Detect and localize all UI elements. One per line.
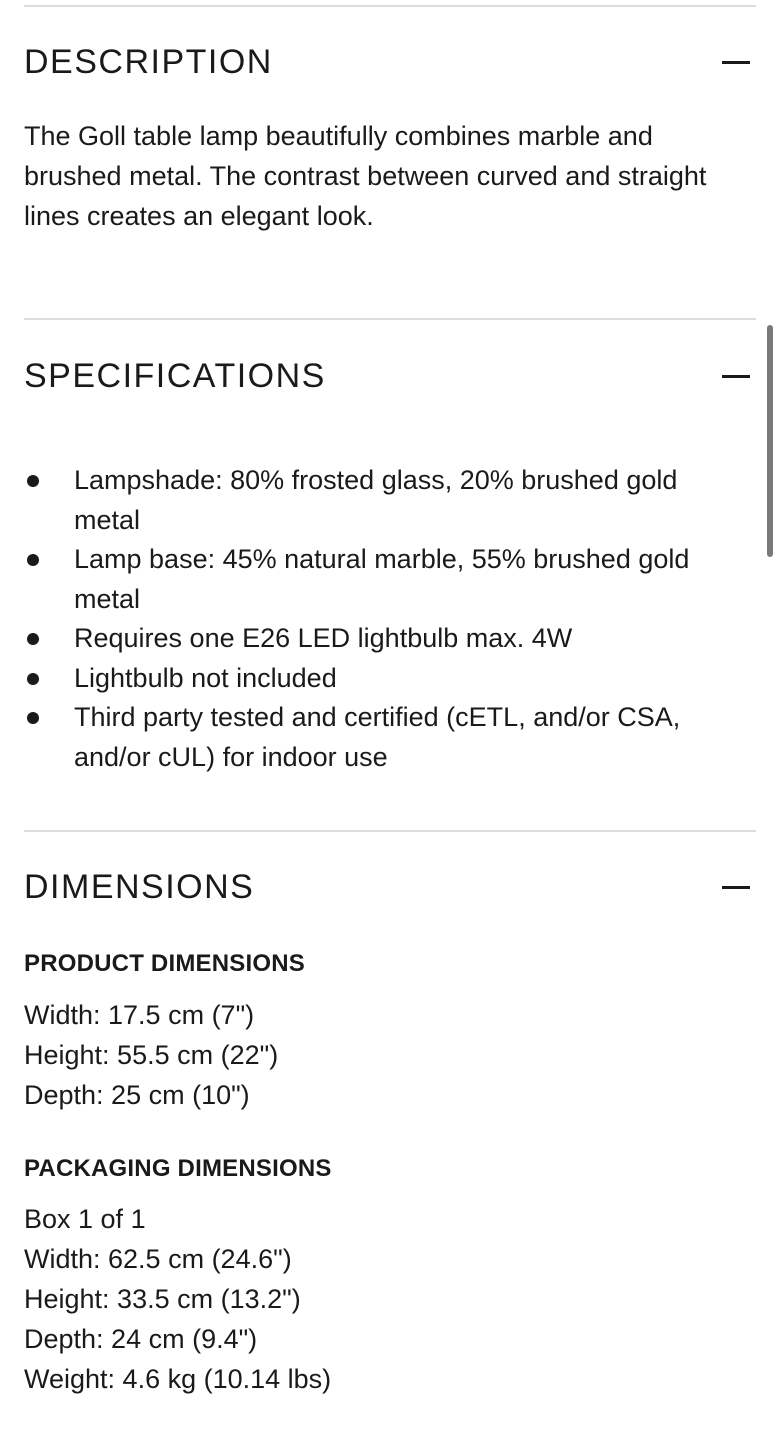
list-item: Lamp base: 45% natural marble, 55% brushed gold metal bbox=[24, 540, 734, 619]
list-item: Lightbulb not included bbox=[24, 659, 734, 699]
dimension-line: Height: 33.5 cm (13.2") bbox=[24, 1284, 301, 1314]
description-text: The Goll table lamp beautifully combines marble and brushed metal. The contrast between curved and straight lines creates an elegant look. bbox=[24, 121, 707, 231]
specifications-list bbox=[24, 461, 734, 777]
packaging-dimensions-heading: PACKAGING DIMENSIONS bbox=[24, 1155, 332, 1182]
dimension-line: Box 1 of 1 bbox=[24, 1204, 146, 1234]
packaging-dimensions-list bbox=[24, 1199, 724, 1399]
divider-top bbox=[24, 5, 756, 7]
minus-icon bbox=[722, 61, 750, 64]
dimensions-collapse-button[interactable] bbox=[722, 873, 750, 901]
product-dimensions-list bbox=[24, 995, 724, 1115]
bullet-icon bbox=[27, 475, 39, 487]
specifications-title[interactable]: SPECIFICATIONS bbox=[24, 357, 326, 395]
specifications-collapse-button[interactable] bbox=[722, 362, 750, 390]
dimensions-title[interactable]: DIMENSIONS bbox=[24, 868, 255, 906]
dimension-line: Depth: 25 cm (10") bbox=[24, 1080, 250, 1110]
divider-dimensions bbox=[24, 830, 756, 832]
dimension-line: Depth: 24 cm (9.4") bbox=[24, 1324, 258, 1354]
divider-specifications bbox=[24, 318, 756, 320]
bullet-icon bbox=[27, 633, 39, 645]
bullet-icon bbox=[27, 554, 39, 566]
bullet-icon bbox=[27, 673, 39, 685]
minus-icon bbox=[722, 375, 750, 378]
description-title[interactable]: DESCRIPTION bbox=[24, 43, 273, 81]
list-item: Lampshade: 80% frosted glass, 20% brushed gold metal bbox=[24, 461, 734, 540]
list-item: Requires one E26 LED lightbulb max. 4W bbox=[24, 619, 734, 659]
list-item: Third party tested and certified (cETL, and/or CSA, and/or cUL) for indoor use bbox=[24, 698, 734, 777]
bullet-icon bbox=[27, 712, 39, 724]
dimension-line: Width: 62.5 cm (24.6") bbox=[24, 1244, 292, 1274]
product-dimensions-heading: PRODUCT DIMENSIONS bbox=[24, 950, 305, 977]
dimension-line: Weight: 4.6 kg (10.14 lbs) bbox=[24, 1364, 332, 1394]
dimension-line: Width: 17.5 cm (7") bbox=[24, 1000, 255, 1030]
minus-icon bbox=[722, 886, 750, 889]
dimension-line: Height: 55.5 cm (22") bbox=[24, 1040, 279, 1070]
scrollbar-thumb[interactable] bbox=[767, 325, 773, 557]
description-collapse-button[interactable] bbox=[722, 48, 750, 76]
